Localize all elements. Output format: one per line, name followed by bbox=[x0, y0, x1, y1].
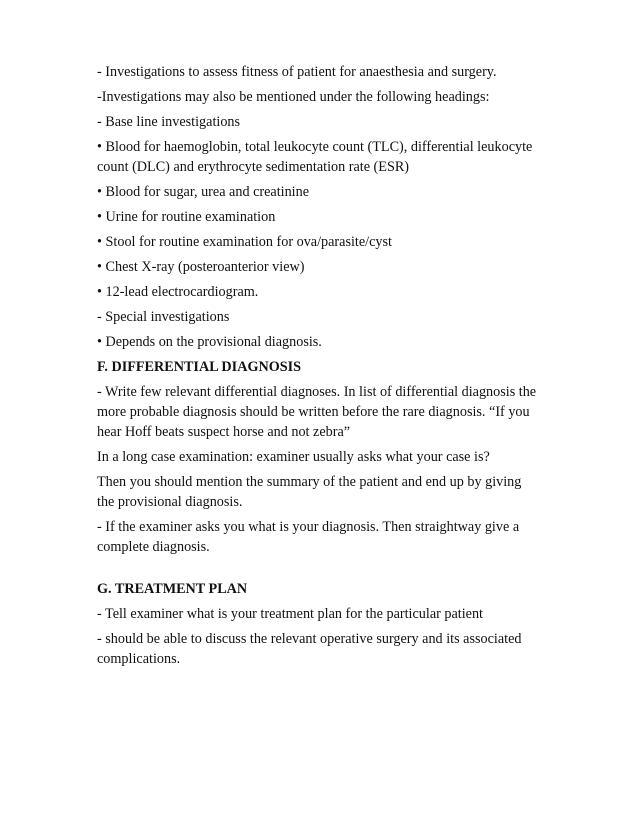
differential-diagnosis-text: - Write few relevant differential diagnoses. In list of differential diagnosis the more probable diagnosis should be written before the rare diagnosis. “If you hear Hoff beats suspect horse and not zebra” bbox=[97, 384, 537, 440]
investigation-fitness-line: - Investigations to assess fitness of patient for anaesthesia and surgery. bbox=[97, 64, 497, 80]
blood-sugar-bullet: • Blood for sugar, urea and creatinine bbox=[97, 184, 310, 200]
special-investigations-line: - Special investigations bbox=[97, 309, 230, 325]
treatment-plan-heading: G. TREATMENT PLAN bbox=[97, 581, 248, 597]
stool-bullet: • Stool for routine examination for ova/parasite/cyst bbox=[97, 234, 392, 250]
provisional-diagnosis-bullet: • Depends on the provisional diagnosis. bbox=[97, 334, 322, 350]
summary-line: Then you should mention the summary of the patient and end up by giving the provisional diagnosis. bbox=[97, 474, 522, 510]
chest-xray-bullet: • Chest X-ray (posteroanterior view) bbox=[97, 259, 305, 275]
blood-counts-bullet: • Blood for haemoglobin, total leukocyte count (TLC), differential leukocyte count (DLC) and erythrocyte sedimentation rate (ESR) bbox=[97, 139, 533, 175]
urine-bullet: • Urine for routine examination bbox=[97, 209, 276, 225]
baseline-investigations-line: - Base line investigations bbox=[97, 114, 241, 130]
examiner-diagnosis-line: - If the examiner asks you what is your diagnosis. Then straightway give a complete diagnosis. bbox=[97, 519, 520, 555]
section-gap bbox=[97, 562, 537, 579]
treatment-plan-line: - Tell examiner what is your treatment plan for the particular patient bbox=[97, 606, 483, 622]
operative-surgery-line: - should be able to discuss the relevant operative surgery and its associated complications. bbox=[97, 631, 522, 667]
ecg-bullet: • 12-lead electrocardiogram. bbox=[97, 284, 259, 300]
differential-diagnosis-heading: F. DIFFERENTIAL DIAGNOSIS bbox=[97, 359, 302, 375]
long-case-line: In a long case examination: examiner usually asks what your case is? bbox=[97, 449, 490, 465]
document-body bbox=[97, 62, 537, 674]
investigation-headings-line: -Investigations may also be mentioned under the following headings: bbox=[97, 89, 490, 105]
